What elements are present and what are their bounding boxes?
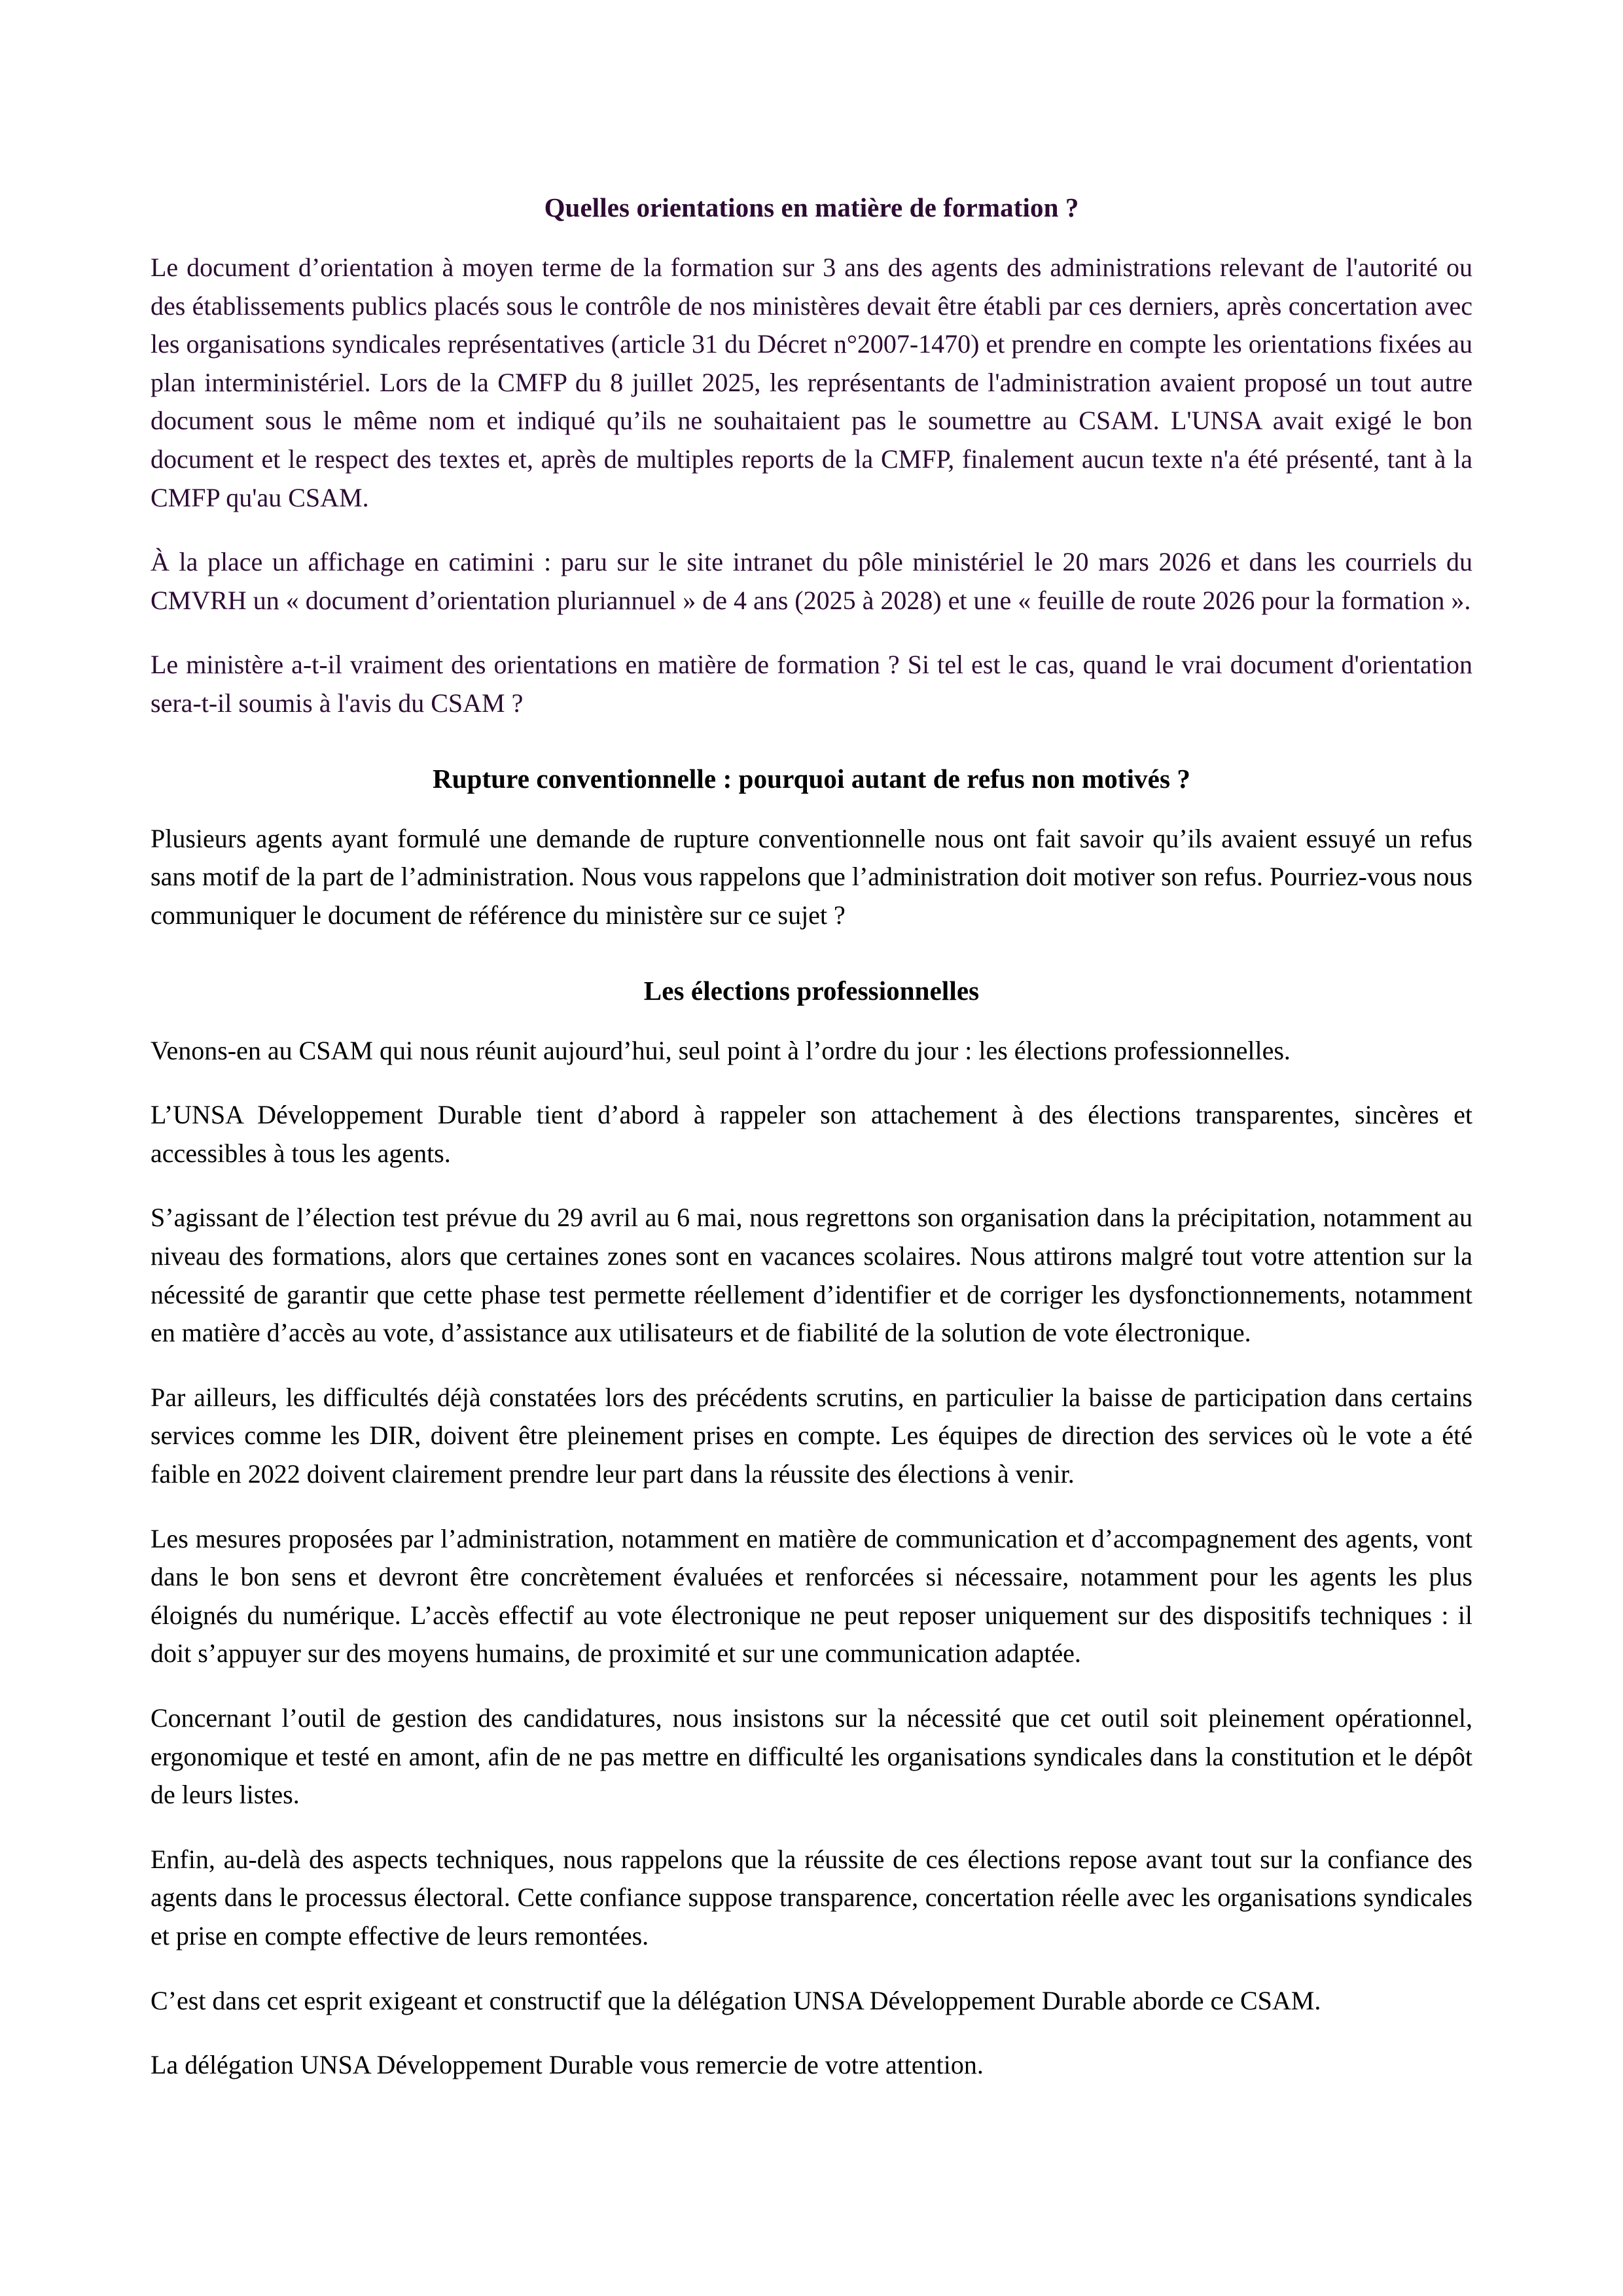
paragraph-elections-3: S’agissant de l’élection test prévue du 29 avril au 6 mai, nous regrettons son organisation dans la précipitation, notamment au niveau des formations, alors que certaines zones sont en vacances scolaires. Nous attirons malgré tout votre attention sur la nécessité de garantir que cette phase test permette réellement d’identifier et de corriger les dysfonctionnements, notamment en matière d’accès au vote, d’assistance aux utilisateurs et de fiabilité de la solution de vote électronique. xyxy=(151,1203,1472,1348)
paragraph-formation-2: À la place un affichage en catimini : paru sur le site intranet du pôle ministériel le 20 mars 2026 et dans les courriels du CMVRH un « document d’orientation pluriannuel » de 4 ans (2025 à 2028) et une « feuille de route 2026 pour la formation ». xyxy=(151,547,1472,615)
paragraph-elections-1: Venons-en au CSAM qui nous réunit aujourd’hui, seul point à l’ordre du jour : les élections professionnelles. xyxy=(151,1035,1291,1065)
paragraph-elections-5: Les mesures proposées par l’administration, notamment en matière de communication et d’accompagnement des agents, vont dans le bon sens et devront être concrètement évaluées et renforcées si nécessaire, notamment pour les agents les plus éloignés du numérique. L’accès effectif au vote électronique ne peut reposer uniquement sur des dispositifs techniques : il doit s’appuyer sur des moyens humains, de proximité et sur une communication adaptée. xyxy=(151,1523,1472,1669)
section-heading-elections-professionnelles: Les élections professionnelles xyxy=(643,975,980,1006)
paragraph-elections-4: Par ailleurs, les difficultés déjà constatées lors des précédents scrutins, en particulier la baisse de participation dans certains services comme les DIR, doivent être pleinement prises en compte. Les équipes de direction des services où le vote a été faible en 2022 doivent clairement prendre leur part dans la réussite des élections à venir. xyxy=(151,1382,1472,1489)
paragraph-elections-2: L’UNSA Développement Durable tient d’abord à rappeler son attachement à des élections transparentes, sincères et accessibles à tous les agents. xyxy=(151,1100,1472,1168)
paragraph-elections-7: Enfin, au-delà des aspects techniques, nous rappelons que la réussite de ces élections repose avant tout sur la confiance des agents dans le processus électoral. Cette confiance suppose transparence, concertation réelle avec les organisations syndicales et prise en compte effective de leurs remontées. xyxy=(151,1844,1472,1951)
paragraph-formation-1: Le document d’orientation à moyen terme de la formation sur 3 ans des agents des administrations relevant de l'autorité ou des établissements publics placés sous le contrôle de nos ministères devait être établi par ces derniers, après concertation avec les organisations syndicales représentatives (article 31 du Décret n°2007-1470) et prendre en compte les orientations fixées au plan interministériel. Lors de la CMFP du 8 juillet 2025, les représentants de l'administration avaient proposé un tout autre document sous le même nom et indiqué qu’ils ne souhaitaient pas le soumettre au CSAM. L'UNSA avait exigé le bon document et le respect des textes et, après de multiples reports de la CMFP, finalement aucun texte n'a été présenté, tant à la CMFP qu'au CSAM. xyxy=(151,253,1472,512)
document-body xyxy=(151,190,1472,2085)
paragraph-formation-3: Le ministère a-t-il vraiment des orientations en matière de formation ? Si tel est le cas, quand le vrai document d'orientation sera-t-il soumis à l'avis du CSAM ? xyxy=(151,650,1472,718)
paragraph-rupture-1: Plusieurs agents ayant formulé une demande de rupture conventionnelle nous ont fait savoir qu’ils avaient essuyé un refus sans motif de la part de l’administration. Nous vous rappelons que l’administration doit motiver son refus. Pourriez-vous nous communiquer le document de référence du ministère sur ce sujet ? xyxy=(151,823,1472,930)
paragraph-elections-9: La délégation UNSA Développement Durable vous remercie de votre attention. xyxy=(151,2050,984,2080)
paragraph-elections-6: Concernant l’outil de gestion des candidatures, nous insistons sur la nécessité que cet outil soit pleinement opérationnel, ergonomique et testé en amont, afin de ne pas mettre en difficulté les organisations syndicales dans la constitution et le dépôt de leurs listes. xyxy=(151,1703,1472,1810)
section-heading-rupture-conventionnelle: Rupture conventionnelle : pourquoi autant de refus non motivés ? xyxy=(433,763,1190,794)
paragraph-elections-8: C’est dans cet esprit exigeant et constructif que la délégation UNSA Développement Durable aborde ce CSAM. xyxy=(151,1985,1321,2015)
section-heading-formation: Quelles orientations en matière de formation ? xyxy=(544,192,1079,222)
